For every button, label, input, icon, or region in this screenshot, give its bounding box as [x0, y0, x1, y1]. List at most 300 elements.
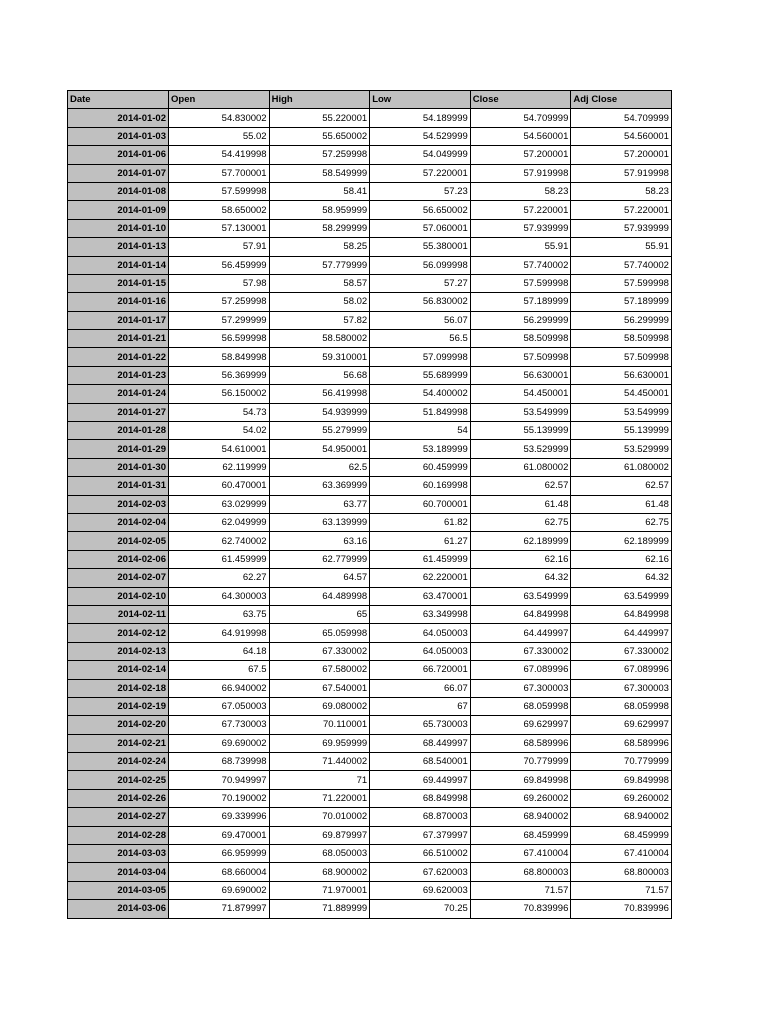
- close-cell: 57.220001: [470, 201, 571, 219]
- high-cell: 62.779999: [269, 550, 370, 568]
- high-cell: 58.959999: [269, 201, 370, 219]
- date-cell: 2014-01-08: [68, 182, 169, 200]
- adj-close-cell: 67.330002: [571, 642, 672, 660]
- table-row: [68, 403, 672, 421]
- low-cell: 56.5: [370, 330, 471, 348]
- date-cell: 2014-02-03: [68, 495, 169, 513]
- table-row: [68, 900, 672, 918]
- open-cell: 69.690002: [169, 881, 270, 899]
- open-cell: 69.470001: [169, 826, 270, 844]
- high-cell: 58.57: [269, 274, 370, 292]
- open-cell: 57.91: [169, 238, 270, 256]
- open-cell: 57.700001: [169, 164, 270, 182]
- date-cell: 2014-02-28: [68, 826, 169, 844]
- column-header-adj-close: Adj Close: [571, 91, 672, 109]
- date-cell: 2014-01-24: [68, 385, 169, 403]
- table-row: [68, 753, 672, 771]
- low-cell: 54.189999: [370, 109, 471, 127]
- adj-close-cell: 57.200001: [571, 146, 672, 164]
- date-cell: 2014-02-26: [68, 789, 169, 807]
- low-cell: 57.060001: [370, 219, 471, 237]
- table-row: [68, 293, 672, 311]
- high-cell: 65: [269, 605, 370, 623]
- table-row: [68, 771, 672, 789]
- adj-close-cell: 55.91: [571, 238, 672, 256]
- close-cell: 61.080002: [470, 458, 571, 476]
- low-cell: 60.169998: [370, 477, 471, 495]
- close-cell: 57.939999: [470, 219, 571, 237]
- date-cell: 2014-02-13: [68, 642, 169, 660]
- close-cell: 62.189999: [470, 532, 571, 550]
- date-cell: 2014-02-21: [68, 734, 169, 752]
- high-cell: 71.889999: [269, 900, 370, 918]
- high-cell: 69.879997: [269, 826, 370, 844]
- open-cell: 68.739998: [169, 753, 270, 771]
- table-row: [68, 366, 672, 384]
- low-cell: 70.25: [370, 900, 471, 918]
- low-cell: 55.380001: [370, 238, 471, 256]
- close-cell: 53.549999: [470, 403, 571, 421]
- date-cell: 2014-01-07: [68, 164, 169, 182]
- high-cell: 58.549999: [269, 164, 370, 182]
- adj-close-cell: 64.849998: [571, 605, 672, 623]
- adj-close-cell: 69.260002: [571, 789, 672, 807]
- low-cell: 69.449997: [370, 771, 471, 789]
- adj-close-cell: 70.779999: [571, 753, 672, 771]
- open-cell: 69.690002: [169, 734, 270, 752]
- table-body: [68, 109, 672, 918]
- table-row: [68, 734, 672, 752]
- adj-close-cell: 68.940002: [571, 808, 672, 826]
- date-cell: 2014-01-10: [68, 219, 169, 237]
- low-cell: 63.349998: [370, 605, 471, 623]
- adj-close-cell: 57.509998: [571, 348, 672, 366]
- table-row: [68, 238, 672, 256]
- open-cell: 66.940002: [169, 679, 270, 697]
- high-cell: 71.970001: [269, 881, 370, 899]
- close-cell: 54.709999: [470, 109, 571, 127]
- table-row: [68, 127, 672, 145]
- open-cell: 57.299999: [169, 311, 270, 329]
- low-cell: 66.510002: [370, 845, 471, 863]
- open-cell: 56.369999: [169, 366, 270, 384]
- open-cell: 57.599998: [169, 182, 270, 200]
- table-row: [68, 109, 672, 127]
- table-row: [68, 513, 672, 531]
- table-row: [68, 569, 672, 587]
- low-cell: 67.379997: [370, 826, 471, 844]
- adj-close-cell: 55.139999: [571, 422, 672, 440]
- table-row: [68, 881, 672, 899]
- high-cell: 64.489998: [269, 587, 370, 605]
- open-cell: 58.650002: [169, 201, 270, 219]
- close-cell: 63.549999: [470, 587, 571, 605]
- high-cell: 58.299999: [269, 219, 370, 237]
- low-cell: 66.07: [370, 679, 471, 697]
- close-cell: 64.849998: [470, 605, 571, 623]
- date-cell: 2014-02-10: [68, 587, 169, 605]
- open-cell: 54.419998: [169, 146, 270, 164]
- date-cell: 2014-02-05: [68, 532, 169, 550]
- table-row: [68, 348, 672, 366]
- adj-close-cell: 68.459999: [571, 826, 672, 844]
- adj-close-cell: 57.919998: [571, 164, 672, 182]
- table-row: [68, 550, 672, 568]
- adj-close-cell: 54.709999: [571, 109, 672, 127]
- date-cell: 2014-03-04: [68, 863, 169, 881]
- close-cell: 57.599998: [470, 274, 571, 292]
- low-cell: 57.220001: [370, 164, 471, 182]
- low-cell: 57.27: [370, 274, 471, 292]
- date-cell: 2014-02-04: [68, 513, 169, 531]
- table-row: [68, 330, 672, 348]
- low-cell: 60.459999: [370, 458, 471, 476]
- table-row: [68, 863, 672, 881]
- high-cell: 56.419998: [269, 385, 370, 403]
- close-cell: 61.48: [470, 495, 571, 513]
- adj-close-cell: 57.599998: [571, 274, 672, 292]
- table-row: [68, 789, 672, 807]
- low-cell: 53.189999: [370, 440, 471, 458]
- close-cell: 56.630001: [470, 366, 571, 384]
- high-cell: 55.220001: [269, 109, 370, 127]
- adj-close-cell: 53.549999: [571, 403, 672, 421]
- close-cell: 67.330002: [470, 642, 571, 660]
- date-cell: 2014-02-06: [68, 550, 169, 568]
- date-cell: 2014-01-09: [68, 201, 169, 219]
- open-cell: 54.610001: [169, 440, 270, 458]
- adj-close-cell: 67.300003: [571, 679, 672, 697]
- open-cell: 62.27: [169, 569, 270, 587]
- high-cell: 70.110001: [269, 716, 370, 734]
- close-cell: 68.940002: [470, 808, 571, 826]
- table-row: [68, 422, 672, 440]
- date-cell: 2014-02-25: [68, 771, 169, 789]
- table-row: [68, 201, 672, 219]
- table-row: [68, 477, 672, 495]
- high-cell: 57.259998: [269, 146, 370, 164]
- low-cell: 63.470001: [370, 587, 471, 605]
- open-cell: 54.02: [169, 422, 270, 440]
- adj-close-cell: 58.509998: [571, 330, 672, 348]
- open-cell: 70.949997: [169, 771, 270, 789]
- header-row: [68, 91, 672, 109]
- low-cell: 55.689999: [370, 366, 471, 384]
- table-row: [68, 440, 672, 458]
- table-row: [68, 679, 672, 697]
- high-cell: 58.41: [269, 182, 370, 200]
- high-cell: 63.369999: [269, 477, 370, 495]
- low-cell: 56.07: [370, 311, 471, 329]
- close-cell: 68.589996: [470, 734, 571, 752]
- open-cell: 57.98: [169, 274, 270, 292]
- adj-close-cell: 62.16: [571, 550, 672, 568]
- close-cell: 56.299999: [470, 311, 571, 329]
- date-cell: 2014-03-05: [68, 881, 169, 899]
- open-cell: 68.660004: [169, 863, 270, 881]
- table-row: [68, 532, 672, 550]
- adj-close-cell: 54.560001: [571, 127, 672, 145]
- close-cell: 62.75: [470, 513, 571, 531]
- close-cell: 54.560001: [470, 127, 571, 145]
- low-cell: 51.849998: [370, 403, 471, 421]
- column-header-open: Open: [169, 91, 270, 109]
- close-cell: 58.23: [470, 182, 571, 200]
- close-cell: 68.459999: [470, 826, 571, 844]
- low-cell: 67.620003: [370, 863, 471, 881]
- table-row: [68, 845, 672, 863]
- high-cell: 63.16: [269, 532, 370, 550]
- close-cell: 54.450001: [470, 385, 571, 403]
- open-cell: 54.830002: [169, 109, 270, 127]
- date-cell: 2014-01-16: [68, 293, 169, 311]
- open-cell: 64.18: [169, 642, 270, 660]
- date-cell: 2014-01-03: [68, 127, 169, 145]
- adj-close-cell: 64.449997: [571, 624, 672, 642]
- low-cell: 64.050003: [370, 642, 471, 660]
- open-cell: 56.150002: [169, 385, 270, 403]
- open-cell: 56.459999: [169, 256, 270, 274]
- high-cell: 68.900002: [269, 863, 370, 881]
- high-cell: 71.440002: [269, 753, 370, 771]
- column-header-low: Low: [370, 91, 471, 109]
- close-cell: 53.529999: [470, 440, 571, 458]
- low-cell: 60.700001: [370, 495, 471, 513]
- adj-close-cell: 57.189999: [571, 293, 672, 311]
- date-cell: 2014-02-11: [68, 605, 169, 623]
- date-cell: 2014-01-27: [68, 403, 169, 421]
- table-row: [68, 385, 672, 403]
- open-cell: 61.459999: [169, 550, 270, 568]
- table-row: [68, 587, 672, 605]
- low-cell: 68.540001: [370, 753, 471, 771]
- open-cell: 64.919998: [169, 624, 270, 642]
- low-cell: 69.620003: [370, 881, 471, 899]
- low-cell: 66.720001: [370, 661, 471, 679]
- high-cell: 68.050003: [269, 845, 370, 863]
- adj-close-cell: 61.48: [571, 495, 672, 513]
- high-cell: 70.010002: [269, 808, 370, 826]
- high-cell: 63.139999: [269, 513, 370, 531]
- adj-close-cell: 56.299999: [571, 311, 672, 329]
- open-cell: 67.5: [169, 661, 270, 679]
- date-cell: 2014-02-14: [68, 661, 169, 679]
- high-cell: 63.77: [269, 495, 370, 513]
- table-row: [68, 495, 672, 513]
- date-cell: 2014-02-07: [68, 569, 169, 587]
- open-cell: 57.259998: [169, 293, 270, 311]
- date-cell: 2014-02-12: [68, 624, 169, 642]
- date-cell: 2014-01-29: [68, 440, 169, 458]
- adj-close-cell: 69.849998: [571, 771, 672, 789]
- close-cell: 55.139999: [470, 422, 571, 440]
- adj-close-cell: 67.410004: [571, 845, 672, 863]
- date-cell: 2014-02-20: [68, 716, 169, 734]
- high-cell: 64.57: [269, 569, 370, 587]
- low-cell: 64.050003: [370, 624, 471, 642]
- column-header-high: High: [269, 91, 370, 109]
- low-cell: 61.27: [370, 532, 471, 550]
- date-cell: 2014-02-27: [68, 808, 169, 826]
- low-cell: 67: [370, 697, 471, 715]
- high-cell: 58.25: [269, 238, 370, 256]
- high-cell: 62.5: [269, 458, 370, 476]
- adj-close-cell: 68.589996: [571, 734, 672, 752]
- date-cell: 2014-01-14: [68, 256, 169, 274]
- date-cell: 2014-01-28: [68, 422, 169, 440]
- date-cell: 2014-03-06: [68, 900, 169, 918]
- open-cell: 67.050003: [169, 697, 270, 715]
- column-header-date: Date: [68, 91, 169, 109]
- high-cell: 67.580002: [269, 661, 370, 679]
- high-cell: 71.220001: [269, 789, 370, 807]
- high-cell: 57.82: [269, 311, 370, 329]
- low-cell: 54.049999: [370, 146, 471, 164]
- close-cell: 69.629997: [470, 716, 571, 734]
- close-cell: 68.059998: [470, 697, 571, 715]
- close-cell: 69.849998: [470, 771, 571, 789]
- close-cell: 57.740002: [470, 256, 571, 274]
- date-cell: 2014-01-17: [68, 311, 169, 329]
- adj-close-cell: 64.32: [571, 569, 672, 587]
- column-header-close: Close: [470, 91, 571, 109]
- open-cell: 62.119999: [169, 458, 270, 476]
- table-row: [68, 716, 672, 734]
- low-cell: 54.529999: [370, 127, 471, 145]
- close-cell: 62.16: [470, 550, 571, 568]
- low-cell: 56.099998: [370, 256, 471, 274]
- close-cell: 70.839996: [470, 900, 571, 918]
- close-cell: 64.32: [470, 569, 571, 587]
- high-cell: 58.02: [269, 293, 370, 311]
- table-row: [68, 458, 672, 476]
- table-row: [68, 697, 672, 715]
- high-cell: 54.950001: [269, 440, 370, 458]
- high-cell: 54.939999: [269, 403, 370, 421]
- adj-close-cell: 70.839996: [571, 900, 672, 918]
- open-cell: 63.029999: [169, 495, 270, 513]
- low-cell: 68.870003: [370, 808, 471, 826]
- adj-close-cell: 69.629997: [571, 716, 672, 734]
- low-cell: 54.400002: [370, 385, 471, 403]
- close-cell: 57.189999: [470, 293, 571, 311]
- high-cell: 55.650002: [269, 127, 370, 145]
- adj-close-cell: 62.75: [571, 513, 672, 531]
- high-cell: 58.580002: [269, 330, 370, 348]
- date-cell: 2014-01-06: [68, 146, 169, 164]
- open-cell: 64.300003: [169, 587, 270, 605]
- table-row: [68, 808, 672, 826]
- high-cell: 55.279999: [269, 422, 370, 440]
- date-cell: 2014-01-31: [68, 477, 169, 495]
- open-cell: 60.470001: [169, 477, 270, 495]
- table-row: [68, 642, 672, 660]
- adj-close-cell: 57.939999: [571, 219, 672, 237]
- close-cell: 70.779999: [470, 753, 571, 771]
- date-cell: 2014-01-30: [68, 458, 169, 476]
- open-cell: 56.599998: [169, 330, 270, 348]
- adj-close-cell: 56.630001: [571, 366, 672, 384]
- low-cell: 65.730003: [370, 716, 471, 734]
- adj-close-cell: 58.23: [571, 182, 672, 200]
- high-cell: 71: [269, 771, 370, 789]
- date-cell: 2014-02-19: [68, 697, 169, 715]
- open-cell: 58.849998: [169, 348, 270, 366]
- close-cell: 64.449997: [470, 624, 571, 642]
- low-cell: 56.830002: [370, 293, 471, 311]
- open-cell: 71.879997: [169, 900, 270, 918]
- table-row: [68, 256, 672, 274]
- close-cell: 57.919998: [470, 164, 571, 182]
- low-cell: 62.220001: [370, 569, 471, 587]
- high-cell: 65.059998: [269, 624, 370, 642]
- open-cell: 54.73: [169, 403, 270, 421]
- close-cell: 69.260002: [470, 789, 571, 807]
- open-cell: 63.75: [169, 605, 270, 623]
- stock-price-table: [67, 90, 672, 919]
- close-cell: 71.57: [470, 881, 571, 899]
- close-cell: 68.800003: [470, 863, 571, 881]
- date-cell: 2014-01-15: [68, 274, 169, 292]
- low-cell: 61.459999: [370, 550, 471, 568]
- high-cell: 57.779999: [269, 256, 370, 274]
- low-cell: 57.23: [370, 182, 471, 200]
- adj-close-cell: 68.800003: [571, 863, 672, 881]
- low-cell: 68.449997: [370, 734, 471, 752]
- table-row: [68, 826, 672, 844]
- close-cell: 67.089996: [470, 661, 571, 679]
- low-cell: 54: [370, 422, 471, 440]
- date-cell: 2014-02-18: [68, 679, 169, 697]
- table-row: [68, 219, 672, 237]
- adj-close-cell: 57.740002: [571, 256, 672, 274]
- high-cell: 67.540001: [269, 679, 370, 697]
- close-cell: 67.410004: [470, 845, 571, 863]
- table-row: [68, 624, 672, 642]
- adj-close-cell: 63.549999: [571, 587, 672, 605]
- low-cell: 68.849998: [370, 789, 471, 807]
- open-cell: 62.049999: [169, 513, 270, 531]
- date-cell: 2014-01-21: [68, 330, 169, 348]
- open-cell: 62.740002: [169, 532, 270, 550]
- open-cell: 67.730003: [169, 716, 270, 734]
- low-cell: 56.650002: [370, 201, 471, 219]
- high-cell: 67.330002: [269, 642, 370, 660]
- open-cell: 66.959999: [169, 845, 270, 863]
- table-row: [68, 164, 672, 182]
- date-cell: 2014-03-03: [68, 845, 169, 863]
- adj-close-cell: 71.57: [571, 881, 672, 899]
- adj-close-cell: 67.089996: [571, 661, 672, 679]
- high-cell: 59.310001: [269, 348, 370, 366]
- open-cell: 55.02: [169, 127, 270, 145]
- table-row: [68, 146, 672, 164]
- adj-close-cell: 62.57: [571, 477, 672, 495]
- open-cell: 70.190002: [169, 789, 270, 807]
- close-cell: 67.300003: [470, 679, 571, 697]
- close-cell: 57.509998: [470, 348, 571, 366]
- low-cell: 57.099998: [370, 348, 471, 366]
- adj-close-cell: 57.220001: [571, 201, 672, 219]
- table-row: [68, 311, 672, 329]
- date-cell: 2014-02-24: [68, 753, 169, 771]
- close-cell: 62.57: [470, 477, 571, 495]
- table-row: [68, 182, 672, 200]
- adj-close-cell: 54.450001: [571, 385, 672, 403]
- table-row: [68, 661, 672, 679]
- high-cell: 69.080002: [269, 697, 370, 715]
- table-row: [68, 605, 672, 623]
